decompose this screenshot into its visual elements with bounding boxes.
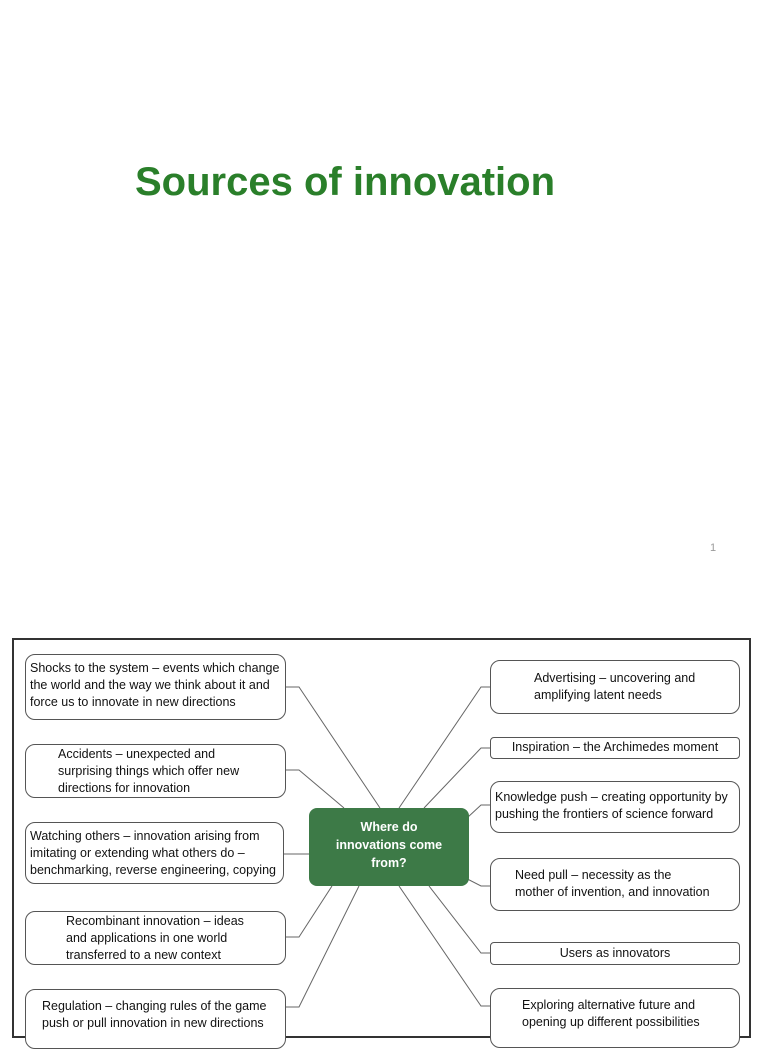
source-box-text: Regulation – changing rules of the game	[42, 999, 267, 1013]
source-box-inspiration	[490, 737, 740, 759]
central-question-text: innovations come	[335, 838, 443, 852]
source-box-text: Knowledge push – creating opportunity by	[495, 790, 728, 804]
innovation-sources-diagram	[12, 638, 751, 1038]
slide-title: Sources of innovation	[135, 160, 556, 204]
source-box-text: Need pull – necessity as the	[515, 868, 672, 882]
source-box-text: Shocks to the system – events which change	[30, 661, 280, 675]
connector-left-1	[286, 687, 380, 808]
central-question-text: Where do	[360, 820, 418, 834]
source-box-exploring-futures	[490, 988, 740, 1048]
source-box-text: Advertising – uncovering and	[534, 671, 696, 685]
source-box-text: imitating or extending what others do –	[30, 846, 245, 860]
source-box-text: mother of invention, and innovation	[515, 885, 710, 899]
source-box-recombinant	[25, 911, 286, 965]
source-box-text: opening up different possibilities	[522, 1015, 700, 1029]
source-box-watching-others	[25, 822, 284, 884]
source-box-text: Accidents – unexpected and	[58, 747, 216, 761]
central-question-text: from?	[371, 856, 407, 870]
source-box-text: Recombinant innovation – ideas	[66, 914, 244, 928]
source-box-users	[490, 942, 740, 965]
source-box-text: directions for innovation	[58, 781, 191, 795]
connector-left-5	[286, 886, 359, 1007]
source-box-need-pull	[490, 858, 740, 911]
source-box-text: the world and the way we think about it and	[30, 678, 270, 692]
source-box-knowledge-push	[490, 781, 740, 833]
source-box-text: amplifying latent needs	[534, 688, 662, 702]
source-box-text: Exploring alternative future and	[522, 998, 696, 1012]
connector-left-2	[286, 770, 344, 808]
source-box-text: transferred to a new context	[66, 948, 221, 962]
connector-left-4	[286, 886, 332, 937]
source-box-shocks	[25, 654, 286, 720]
source-box-text: and applications in one world	[66, 931, 228, 945]
source-box-regulation	[25, 989, 286, 1049]
slide-number: 1	[710, 542, 717, 554]
source-box-text: force us to innovate in new directions	[30, 695, 236, 709]
source-box-accidents	[25, 744, 286, 798]
source-box-text: push or pull innovation in new directions	[42, 1016, 264, 1030]
source-box-text: Inspiration – the Archimedes moment	[511, 740, 719, 754]
source-box-text: Users as innovators	[559, 946, 671, 960]
connector-right-6	[399, 886, 490, 1006]
source-box-text: pushing the frontiers of science forward	[495, 807, 714, 821]
source-box-text: surprising things which offer new	[58, 764, 240, 778]
central-question-node	[309, 808, 469, 886]
source-box-text: Watching others – innovation arising from	[30, 829, 260, 843]
connector-right-1	[399, 687, 490, 808]
source-box-advertising	[490, 660, 740, 714]
source-box-text: benchmarking, reverse engineering, copying	[30, 863, 276, 877]
